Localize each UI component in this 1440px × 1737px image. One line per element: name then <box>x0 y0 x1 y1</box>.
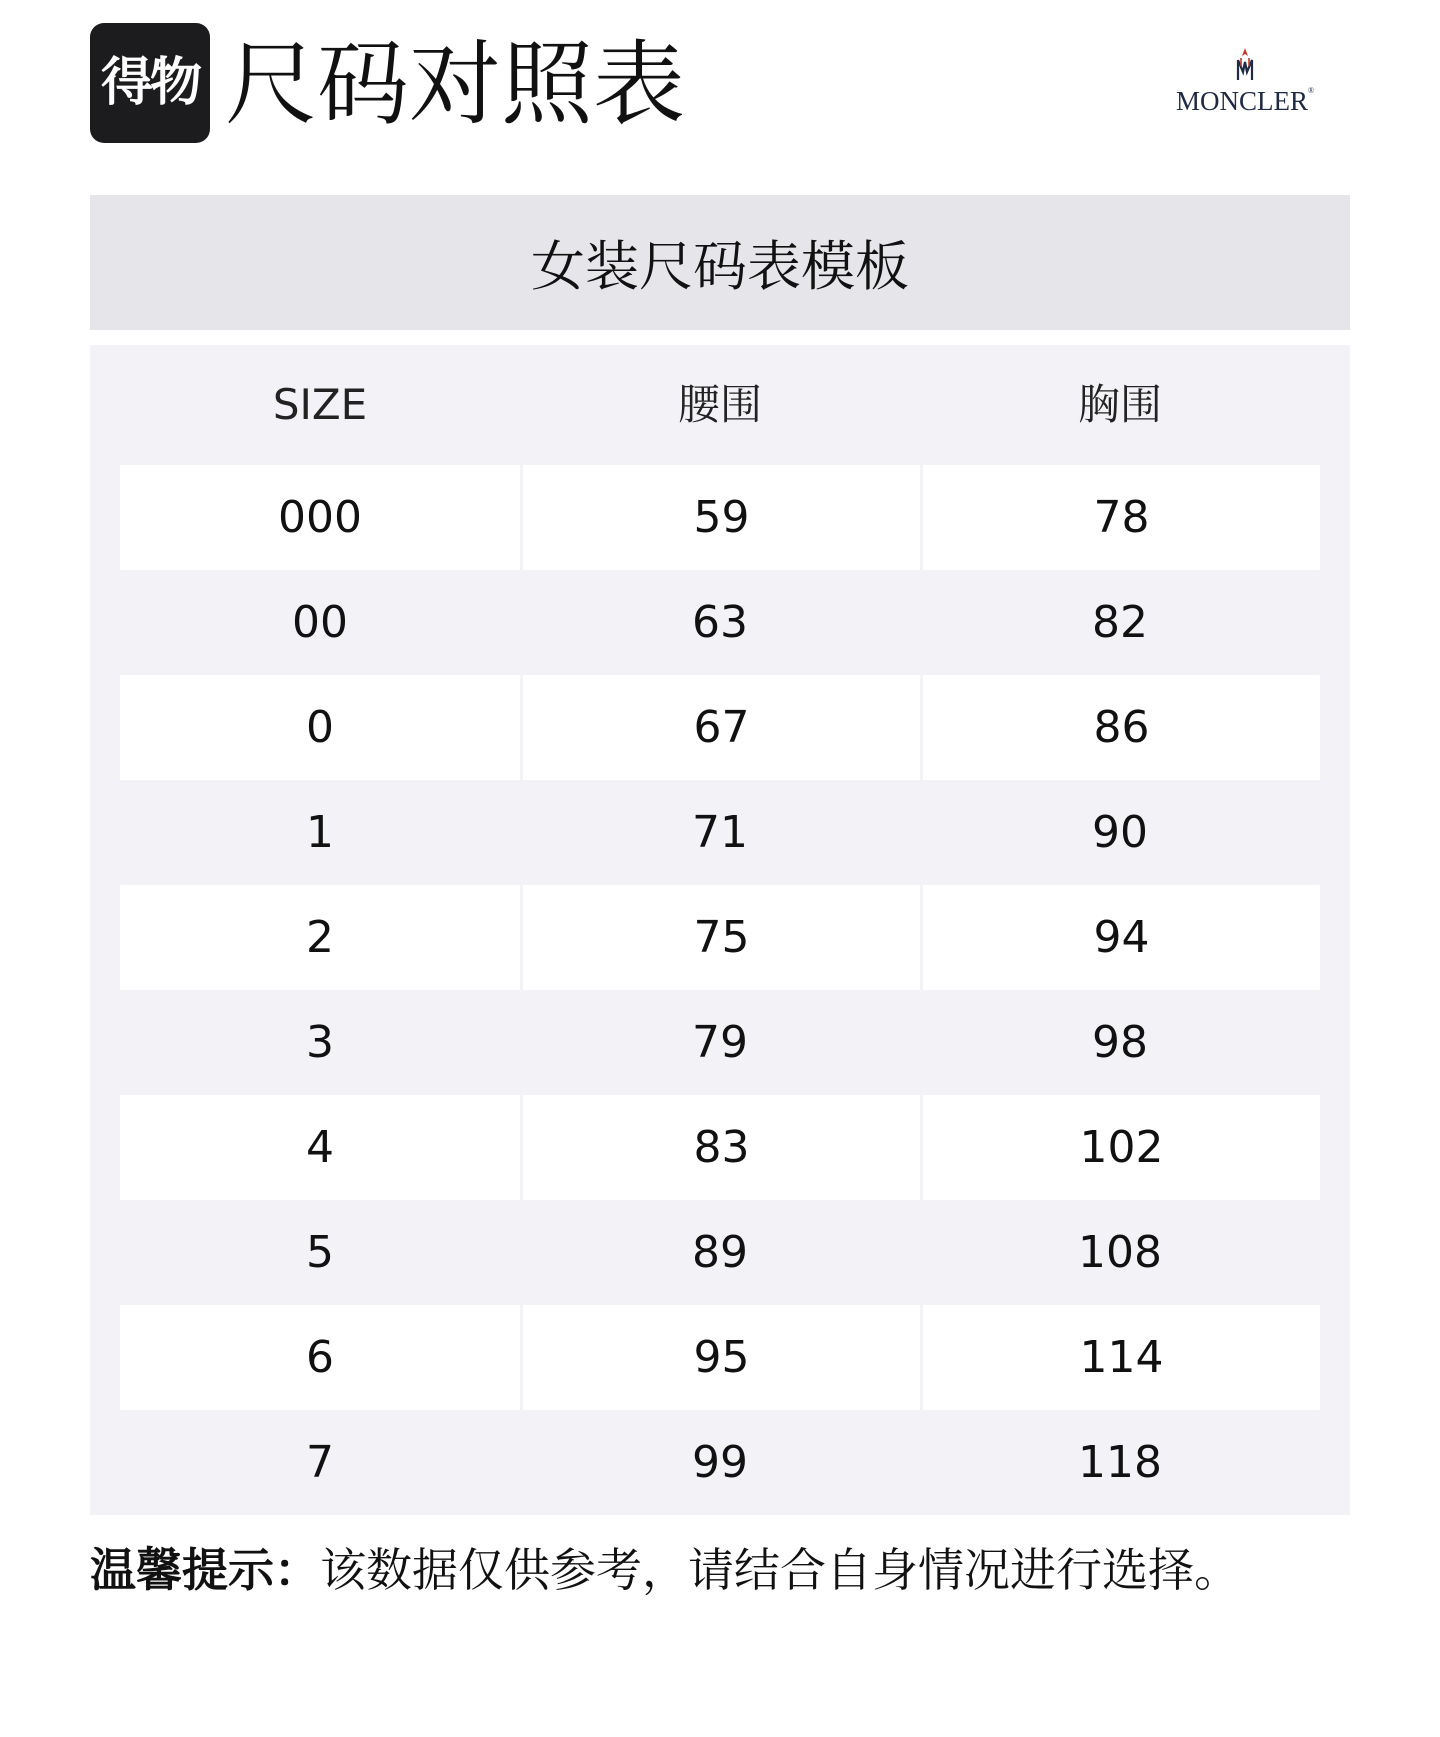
chest-cell: 94 <box>920 885 1320 990</box>
page-title: 尺码对照表 <box>225 31 686 138</box>
size-cell: 4 <box>120 1095 520 1200</box>
chest-cell: 114 <box>920 1305 1320 1410</box>
table-row <box>120 1200 1320 1305</box>
chest-cell: 118 <box>1078 1437 1162 1488</box>
waist-cell: 95 <box>520 1305 920 1410</box>
size-cell: 7 <box>306 1437 334 1488</box>
table-row <box>120 1305 1320 1410</box>
size-cell: 000 <box>120 465 520 570</box>
tip-label: 温馨提示： <box>90 1543 320 1597</box>
table-row <box>120 1410 1320 1515</box>
table-title-bar <box>90 195 1350 330</box>
chest-cell: 86 <box>920 675 1320 780</box>
waist-cell: 89 <box>692 1227 748 1278</box>
chest-cell: 98 <box>1092 1017 1148 1068</box>
column-header-waist: 腰围 <box>677 380 762 429</box>
waist-cell: 83 <box>520 1095 920 1200</box>
table-row <box>120 885 1320 990</box>
size-cell: 0 <box>120 675 520 780</box>
column-header-size: SIZE <box>272 380 368 429</box>
size-cell: 1 <box>306 807 334 858</box>
table-row <box>120 990 1320 1095</box>
table-row <box>120 465 1320 570</box>
size-cell: 2 <box>120 885 520 990</box>
chest-cell: 102 <box>920 1095 1320 1200</box>
chest-cell: 82 <box>1092 597 1148 648</box>
table-body <box>120 465 1320 1515</box>
column-header-chest: 胸围 <box>1077 380 1162 429</box>
size-cell: 6 <box>120 1305 520 1410</box>
waist-cell: 99 <box>692 1437 748 1488</box>
table-row <box>120 570 1320 675</box>
brand-name: MONCLER® <box>1175 86 1315 116</box>
waist-cell: 75 <box>520 885 920 990</box>
chest-cell: 78 <box>920 465 1320 570</box>
waist-cell: 59 <box>520 465 920 570</box>
header <box>90 22 1350 147</box>
table-title: 女装尺码表模板 <box>531 235 909 298</box>
size-table <box>90 345 1350 1515</box>
tip-text: 该数据仅供参考，请结合自身情况进行选择。 <box>320 1543 1240 1597</box>
chest-cell: 108 <box>1078 1227 1162 1278</box>
tip-note <box>90 1535 1350 1605</box>
table-header <box>120 345 1320 465</box>
waist-cell: 71 <box>692 807 748 858</box>
app-logo: 得物 <box>90 23 210 143</box>
brand-logo <box>1170 46 1320 126</box>
table-row <box>120 1095 1320 1200</box>
waist-cell: 67 <box>520 675 920 780</box>
size-cell: 3 <box>306 1017 334 1068</box>
size-cell: 5 <box>306 1227 334 1278</box>
size-cell: 00 <box>292 597 348 648</box>
table-row <box>120 675 1320 780</box>
chest-cell: 90 <box>1092 807 1148 858</box>
waist-cell: 63 <box>692 597 748 648</box>
moncler-rooster-icon <box>1230 46 1260 84</box>
waist-cell: 79 <box>692 1017 748 1068</box>
table-row <box>120 780 1320 885</box>
